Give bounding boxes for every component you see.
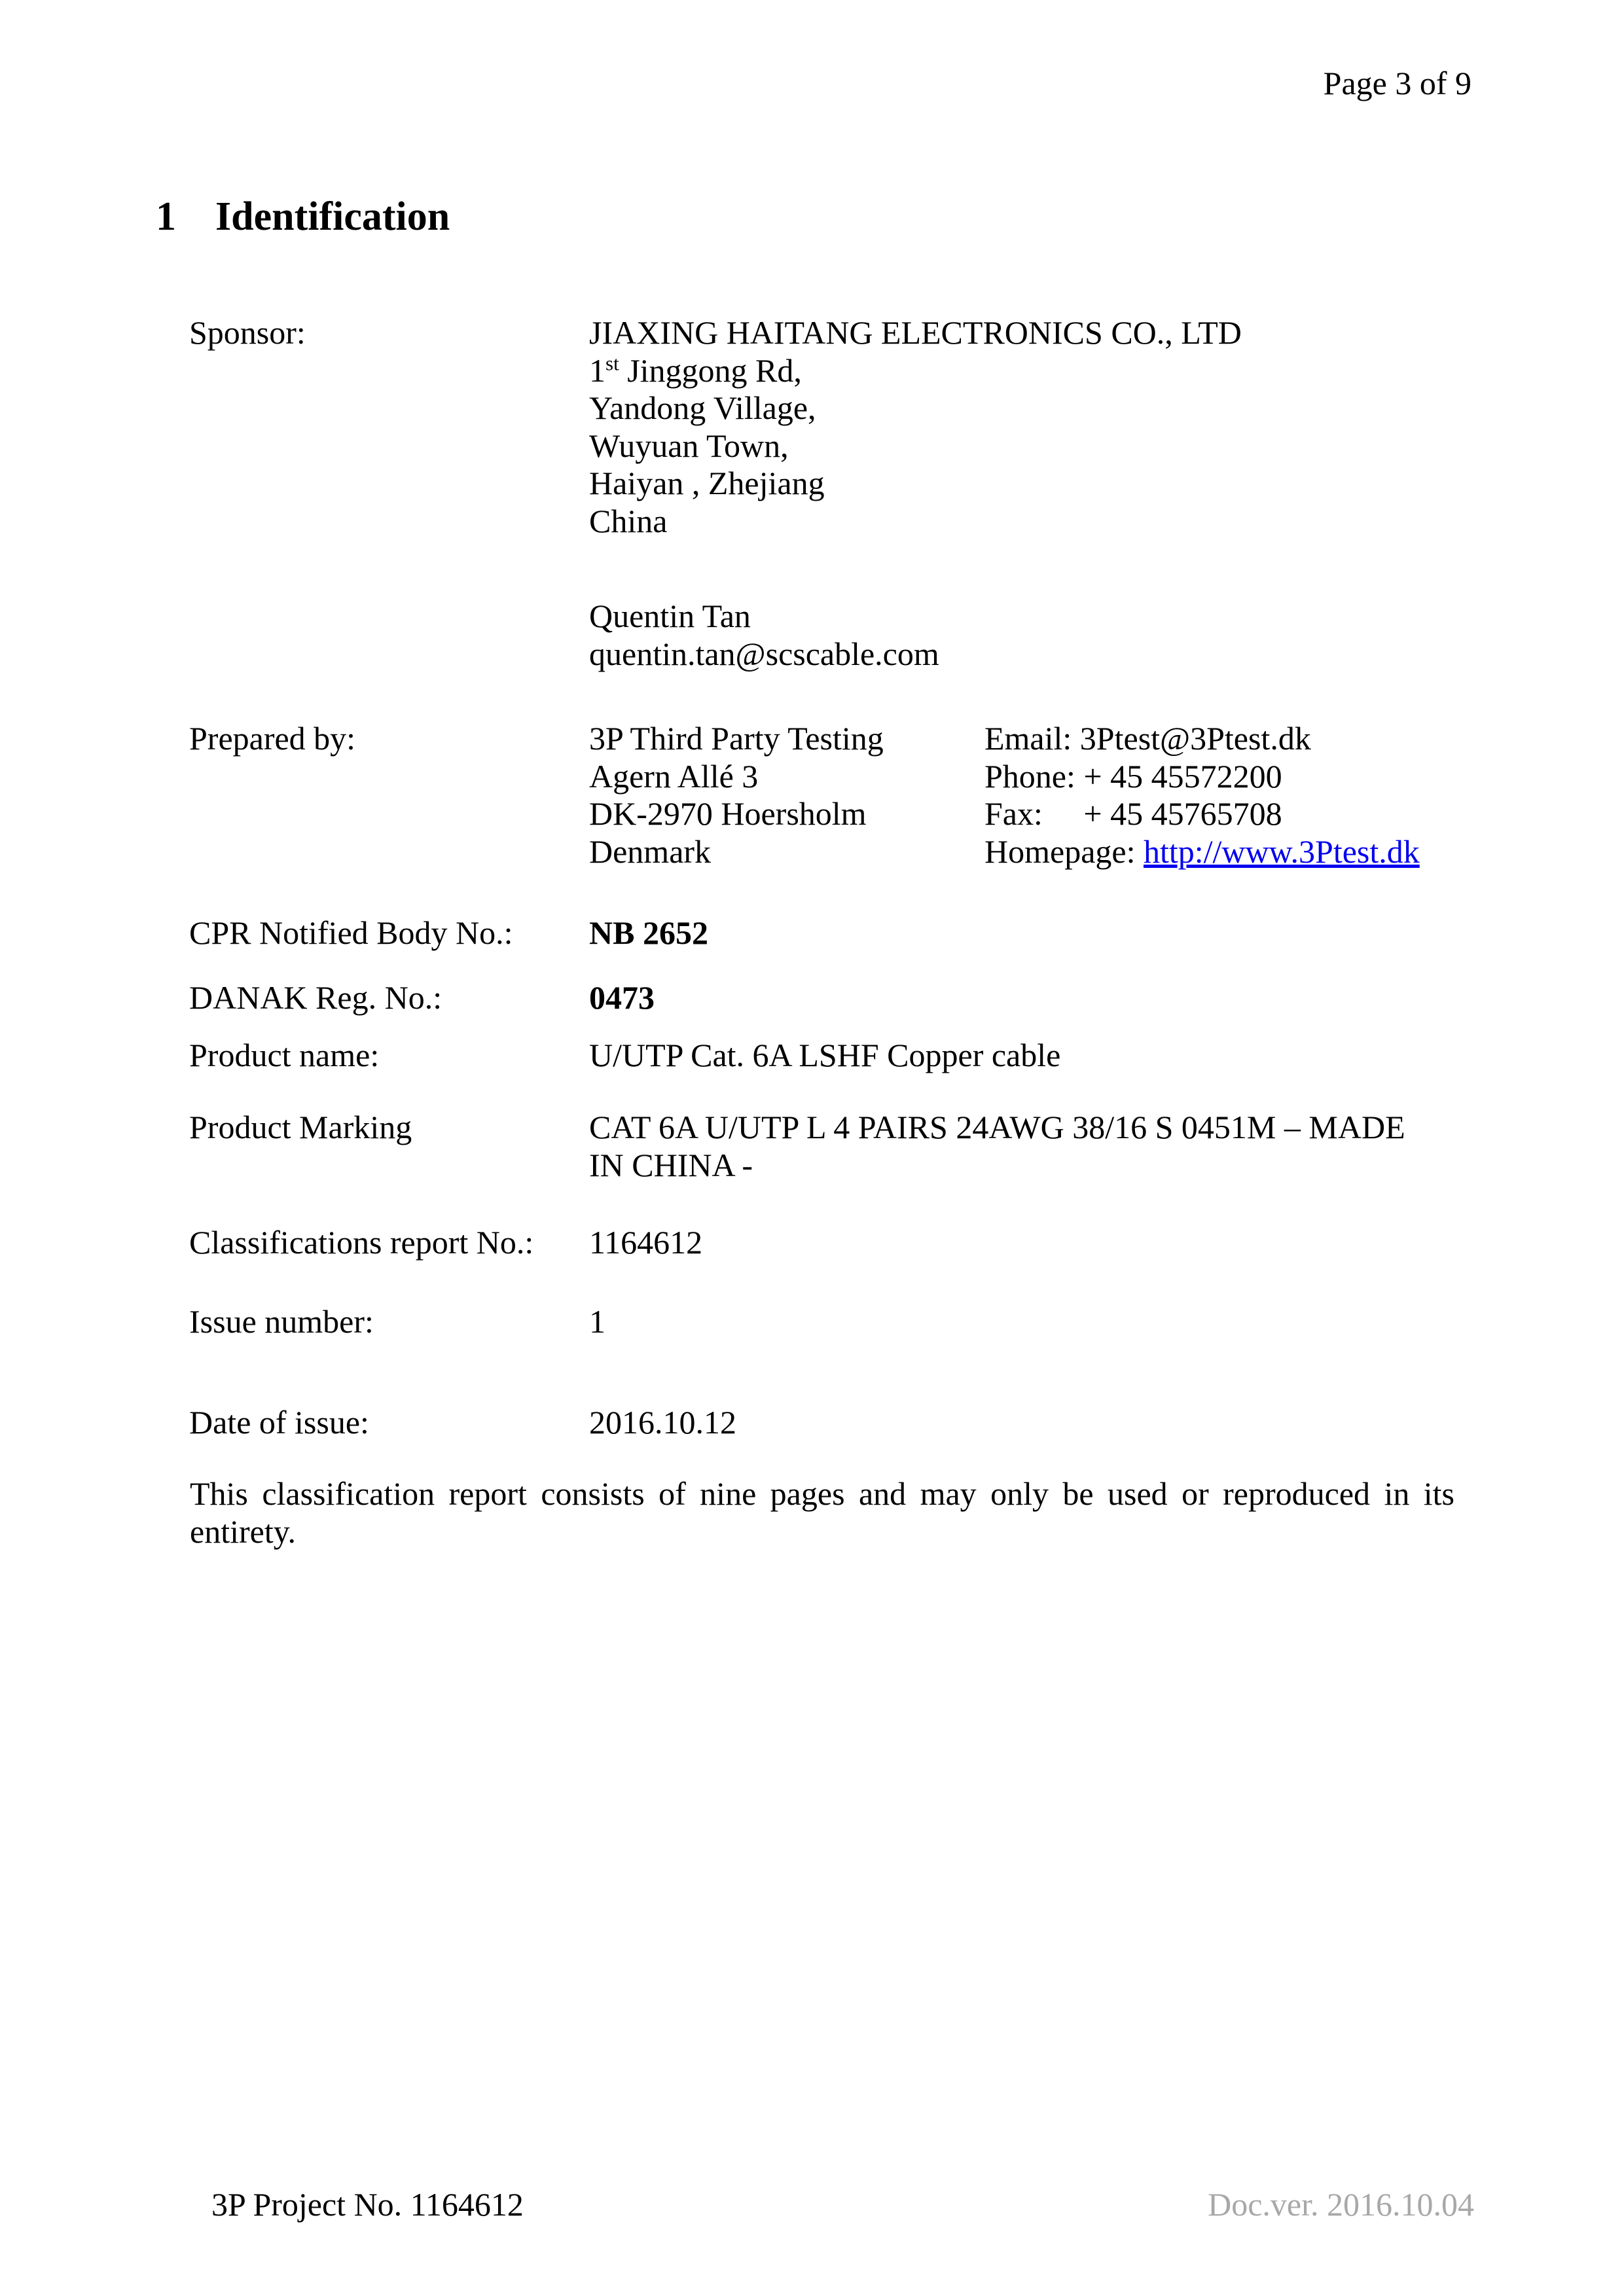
lab-fax: Fax: + 45 45765708 [984, 795, 1282, 832]
field-product-marking-label: Product Marking [189, 1109, 412, 1145]
lab-name: 3P Third Party Testing [589, 720, 884, 757]
homepage-link[interactable]: http://www.3Ptest.dk [1143, 833, 1420, 870]
lab-contact-block [984, 720, 1420, 870]
section-title: Identification [215, 194, 450, 239]
lab-address-line: Agern Allé 3 [589, 757, 759, 795]
lab-address-block [589, 720, 884, 870]
sponsor-address-block [589, 314, 1242, 540]
field-product-marking-value: CAT 6A U/UTP L 4 PAIRS 24AWG 38/16 S 0451M – MADE IN CHINA - [589, 1109, 1405, 1183]
lab-address-line: Denmark [589, 833, 712, 870]
contact-name: Quentin Tan [589, 598, 751, 634]
field-cpr-value: NB 2652 [589, 914, 708, 951]
section-number: 1 [156, 194, 176, 239]
field-danak-value: 0473 [589, 979, 655, 1016]
field-report-no-value: 1164612 [589, 1224, 703, 1261]
section-heading [156, 196, 450, 237]
street-number: 1 [589, 351, 605, 389]
lab-homepage-line [984, 833, 1420, 871]
field-product-name-value: U/UTP Cat. 6A LSHF Copper cable [589, 1037, 1061, 1073]
sponsor-contact-block [589, 598, 939, 673]
sponsor-address-line: Wuyuan Town, [589, 427, 789, 464]
field-product-name-label: Product name: [189, 1037, 380, 1073]
homepage-label: Homepage: [984, 833, 1144, 870]
sponsor-label: Sponsor: [189, 314, 306, 351]
report-note: This classification report consists of nine pages and may only be used or reproduced in its entirety. [190, 1475, 1454, 1550]
field-danak-label: DANAK Reg. No.: [189, 979, 442, 1016]
sponsor-address-line: Yandong Village, [589, 389, 816, 426]
field-date-of-issue-label: Date of issue: [189, 1404, 369, 1441]
field-date-of-issue-value: 2016.10.12 [589, 1404, 736, 1441]
street-ordinal: st [605, 351, 619, 374]
prepared-by-label: Prepared by: [189, 720, 356, 757]
page-number: Page 3 of 9 [1323, 65, 1471, 101]
lab-email: Email: 3Ptest@3Ptest.dk [984, 720, 1311, 757]
field-cpr-label: CPR Notified Body No.: [189, 914, 513, 951]
field-report-no-label: Classifications report No.: [189, 1224, 534, 1261]
field-issue-number-label: Issue number: [189, 1303, 374, 1340]
sponsor-company: JIAXING HAITANG ELECTRONICS CO., LTD [589, 314, 1242, 351]
street-name: Jinggong Rd, [619, 351, 802, 389]
footer-project-number: 3P Project No. 1164612 [211, 2186, 524, 2223]
lab-phone: Phone: + 45 45572200 [984, 757, 1282, 795]
sponsor-street-line [589, 352, 1242, 390]
contact-email: quentin.tan@scscable.com [589, 635, 939, 672]
footer-doc-version: Doc.ver. 2016.10.04 [1208, 2186, 1474, 2223]
lab-address-line: DK-2970 Hoersholm [589, 795, 867, 832]
field-issue-number-value: 1 [589, 1303, 605, 1340]
sponsor-address-line: China [589, 502, 668, 539]
sponsor-address-line: Haiyan , Zhejiang [589, 465, 825, 501]
